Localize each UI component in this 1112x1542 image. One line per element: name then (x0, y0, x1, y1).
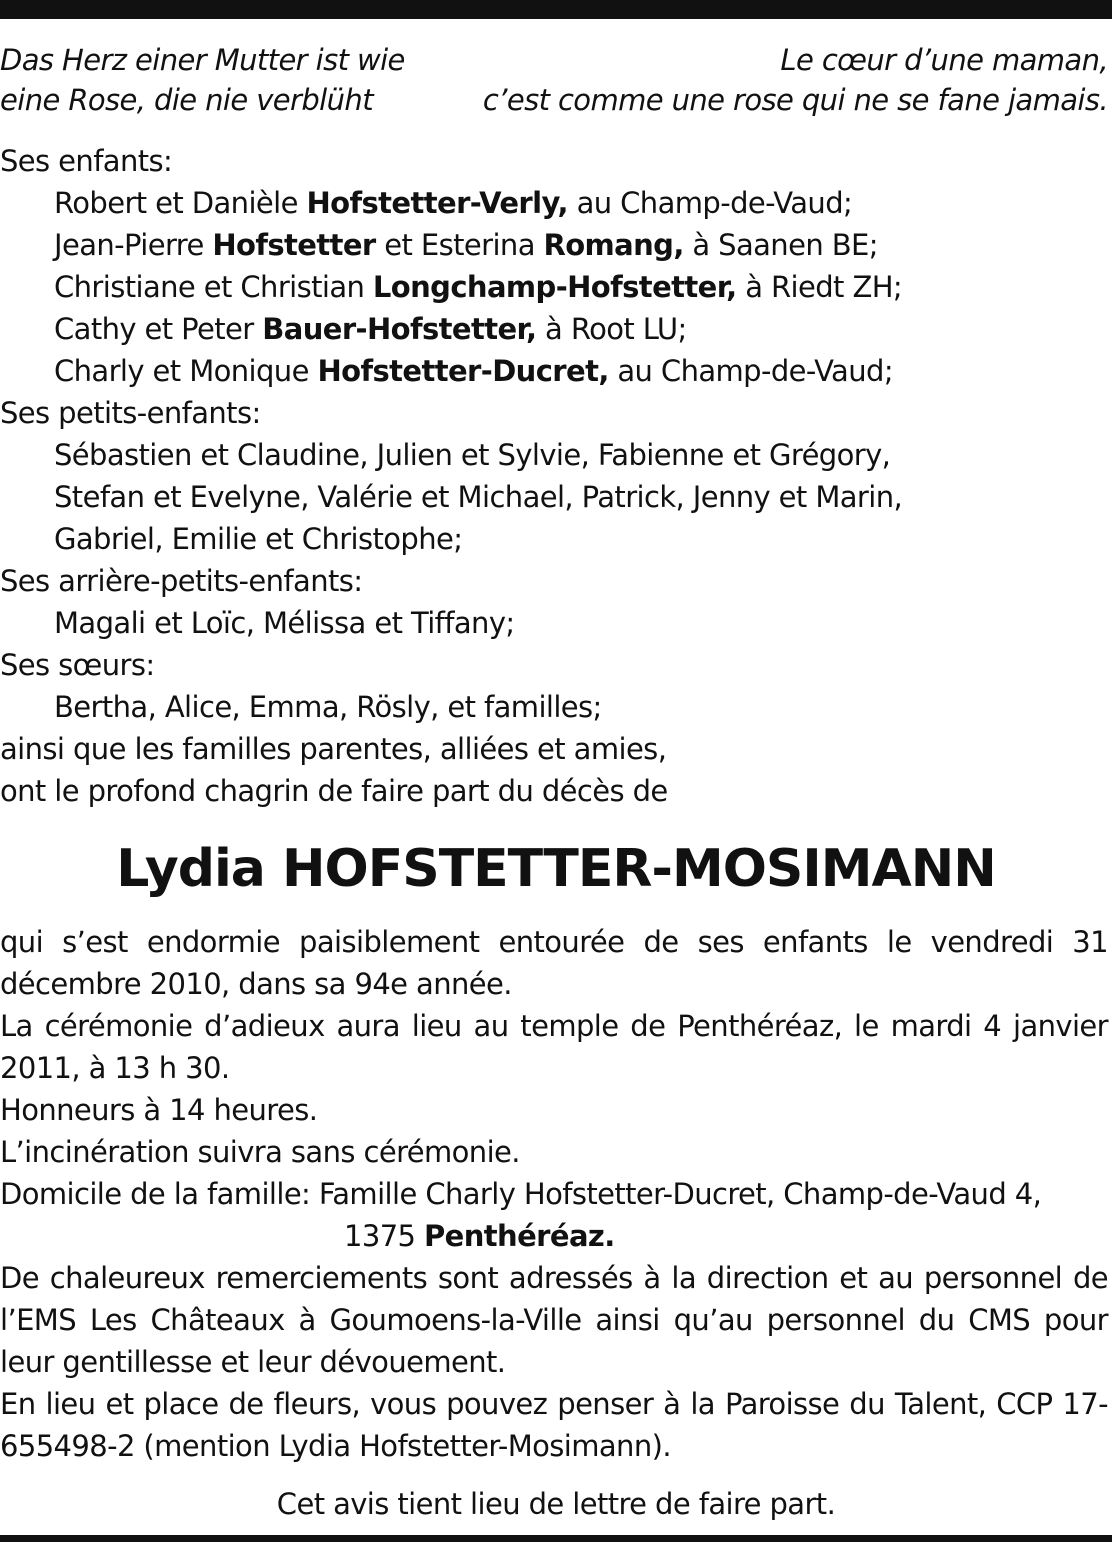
epigraph-german (0, 40, 405, 120)
child-surname: Hofstetter-Ducret, (317, 354, 609, 388)
ceremony-paragraph: La cérémonie d’adieux aura lieu au temple de Penthéréaz, le mardi 4 janvier 2011, à 13 h 30. (0, 1009, 1108, 1085)
domicile-town-line (0, 1215, 1108, 1257)
sisters-line: Bertha, Alice, Emma, Rösly, et familles; (54, 690, 602, 724)
child-given-names: Cathy et Peter (54, 312, 263, 346)
family-list (0, 140, 1112, 812)
child-entry (0, 308, 1112, 350)
child-given-names: Robert et Danièle (54, 186, 307, 220)
domicile-line: Domicile de la famille: Famille Charly Hofstetter-Ducret, Champ-de-Vaud 4, (0, 1177, 1042, 1211)
child-entry (0, 266, 1112, 308)
child-location: au Champ-de-Vaud; (567, 186, 853, 220)
relatives-line: ainsi que les familles parentes, alliées et amies, (0, 732, 667, 766)
child-entry (0, 182, 1112, 224)
epigraph-german-line-1: Das Herz einer Mutter ist wie (0, 43, 405, 77)
children-heading: Ses enfants: (0, 144, 173, 178)
grandchildren-line: Sébastien et Claudine, Julien et Sylvie, Fabienne et Grégory, (54, 438, 891, 472)
sisters-heading: Ses sœurs: (0, 648, 155, 682)
deceased-name: Lydia HOFSTETTER-MOSIMANN (116, 839, 996, 899)
grandchildren-heading: Ses petits-enfants: (0, 396, 261, 430)
grandchildren-line: Stefan et Evelyne, Valérie et Michael, Patrick, Jenny et Marin, (54, 480, 903, 514)
town-name: Penthéréaz. (424, 1219, 615, 1253)
child-surname: Bauer-Hofstetter, (262, 312, 537, 346)
child-given-names: Christiane et Christian (54, 270, 373, 304)
child-location: à Root LU; (536, 312, 687, 346)
epigraph-french (483, 40, 1108, 120)
child-surname: Longchamp-Hofstetter, (372, 270, 737, 304)
child-given-names: Jean-Pierre (54, 228, 213, 262)
thanks-paragraph: De chaleureux remerciements sont adressés à la direction et au personnel de l’EMS Les Châteaux à Goumoens-la-Ville ainsi qu’au personnel du CMS pour leur gentillesse et leur dévouement. (0, 1261, 1108, 1379)
announcement-line: ont le profond chagrin de faire part du décès de (0, 774, 668, 808)
child-partner-name: et Esterina (375, 228, 544, 262)
child-surname: Hofstetter (212, 228, 376, 262)
epigraph-german-line-2: eine Rose, die nie verblüht (0, 83, 373, 117)
child-partner-surname: Romang, (543, 228, 684, 262)
grandchildren-line: Gabriel, Emilie et Christophe; (54, 522, 463, 556)
child-location: au Champ-de-Vaud; (608, 354, 893, 388)
top-border-rule (0, 0, 1112, 19)
great-grandchildren-line: Magali et Loïc, Mélissa et Tiffany; (54, 606, 515, 640)
epigraph-french-line-1: Le cœur d’une maman, (780, 43, 1108, 77)
closing-line: Cet avis tient lieu de lettre de faire part. (276, 1487, 836, 1521)
child-location: à Saanen BE; (683, 228, 878, 262)
postcode: 1375 (344, 1219, 425, 1253)
epigraph-french-line-2: c’est comme une rose qui ne se fane jamais. (482, 83, 1108, 117)
bottom-border-rule (0, 1535, 1112, 1542)
child-surname: Hofstetter-Verly, (306, 186, 568, 220)
great-grandchildren-heading: Ses arrière-petits-enfants: (0, 564, 363, 598)
obituary-details (0, 921, 1108, 1467)
child-given-names: Charly et Monique (54, 354, 318, 388)
honours-line: Honneurs à 14 heures. (0, 1093, 318, 1127)
child-entry (0, 350, 1112, 392)
child-location: à Riedt ZH; (736, 270, 903, 304)
incineration-line: L’incinération suivra sans cérémonie. (0, 1135, 520, 1169)
death-paragraph: qui s’est endormie paisiblement entourée de ses enfants le vendredi 31 décembre 2010, dans sa 94e année. (0, 925, 1108, 1001)
donation-paragraph: En lieu et place de fleurs, vous pouvez penser à la Paroisse du Talent, CCP 17-655498-2 (mention Lydia Hofstetter-Mosimann). (0, 1387, 1108, 1463)
child-entry (0, 224, 1112, 266)
